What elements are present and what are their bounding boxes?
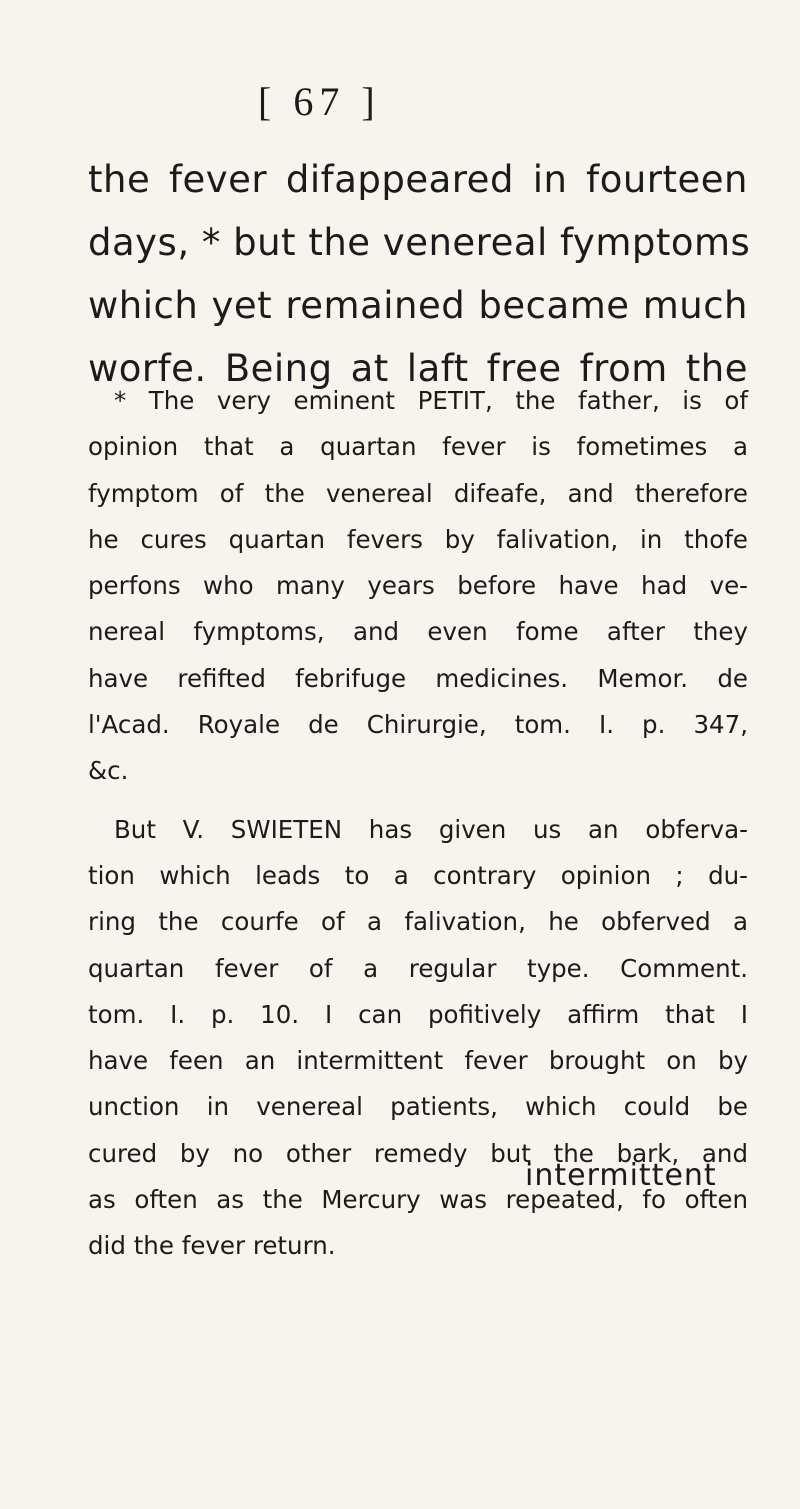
main-text-line: worfe. Being at laft free from the [88, 347, 748, 390]
footnote-line: have feen an intermittent fever brought on by [88, 1046, 748, 1076]
footnote-line: ring the courfe of a falivation, he obferved a [88, 907, 748, 937]
main-text-block [88, 148, 751, 400]
main-text-line: which yet remained became much [88, 284, 748, 327]
footnote-gap [88, 795, 748, 807]
footnote-line: nereal fymptoms, and even fome after they [88, 617, 748, 647]
footnote-line: But V. SWIETEN has given us an obferva- [114, 814, 748, 844]
footnote-line: tom. I. p. 10. I can pofitively affirm that I [88, 999, 748, 1029]
footnote-line: did the fever return. [88, 1231, 336, 1261]
footnote-line: as often as the Mercury was repeated, fo often [88, 1185, 748, 1215]
footnote-line: * The very eminent PETIT, the father, is of [114, 386, 748, 415]
page-number: [ 67 ] [258, 79, 381, 124]
footnote-line: quartan fever of a regular type. Comment. [88, 953, 748, 983]
footnote-line: tion which leads to a contrary opinion ; du- [88, 860, 748, 890]
footnote-line: l'Acad. Royale de Chirurgie, tom. I. p. 347, [88, 710, 748, 740]
catchword: intermittent [525, 1158, 717, 1193]
footnote-line: unction in venereal patients, which could be [88, 1092, 748, 1122]
footnote-line: he cures quartan fevers by falivation, in thofe [88, 524, 748, 554]
footnote-block [88, 378, 748, 1270]
footnote-line: have refifted febrifuge medicines. Memor. de [88, 663, 748, 693]
footnote-line: &c. [88, 756, 129, 786]
main-text-line: days, * but the venereal fymptoms [88, 221, 751, 264]
footnote-line: perfons who many years before have had ve- [88, 571, 748, 601]
footnote-line: fymptom of the venereal difeafe, and therefore [88, 478, 748, 508]
main-text-line: the fever difappeared in fourteen [88, 158, 748, 201]
footnote-line: opinion that a quartan fever is fometimes a [88, 432, 748, 462]
footnote-line: cured by no other remedy but the bark, and [88, 1138, 748, 1168]
